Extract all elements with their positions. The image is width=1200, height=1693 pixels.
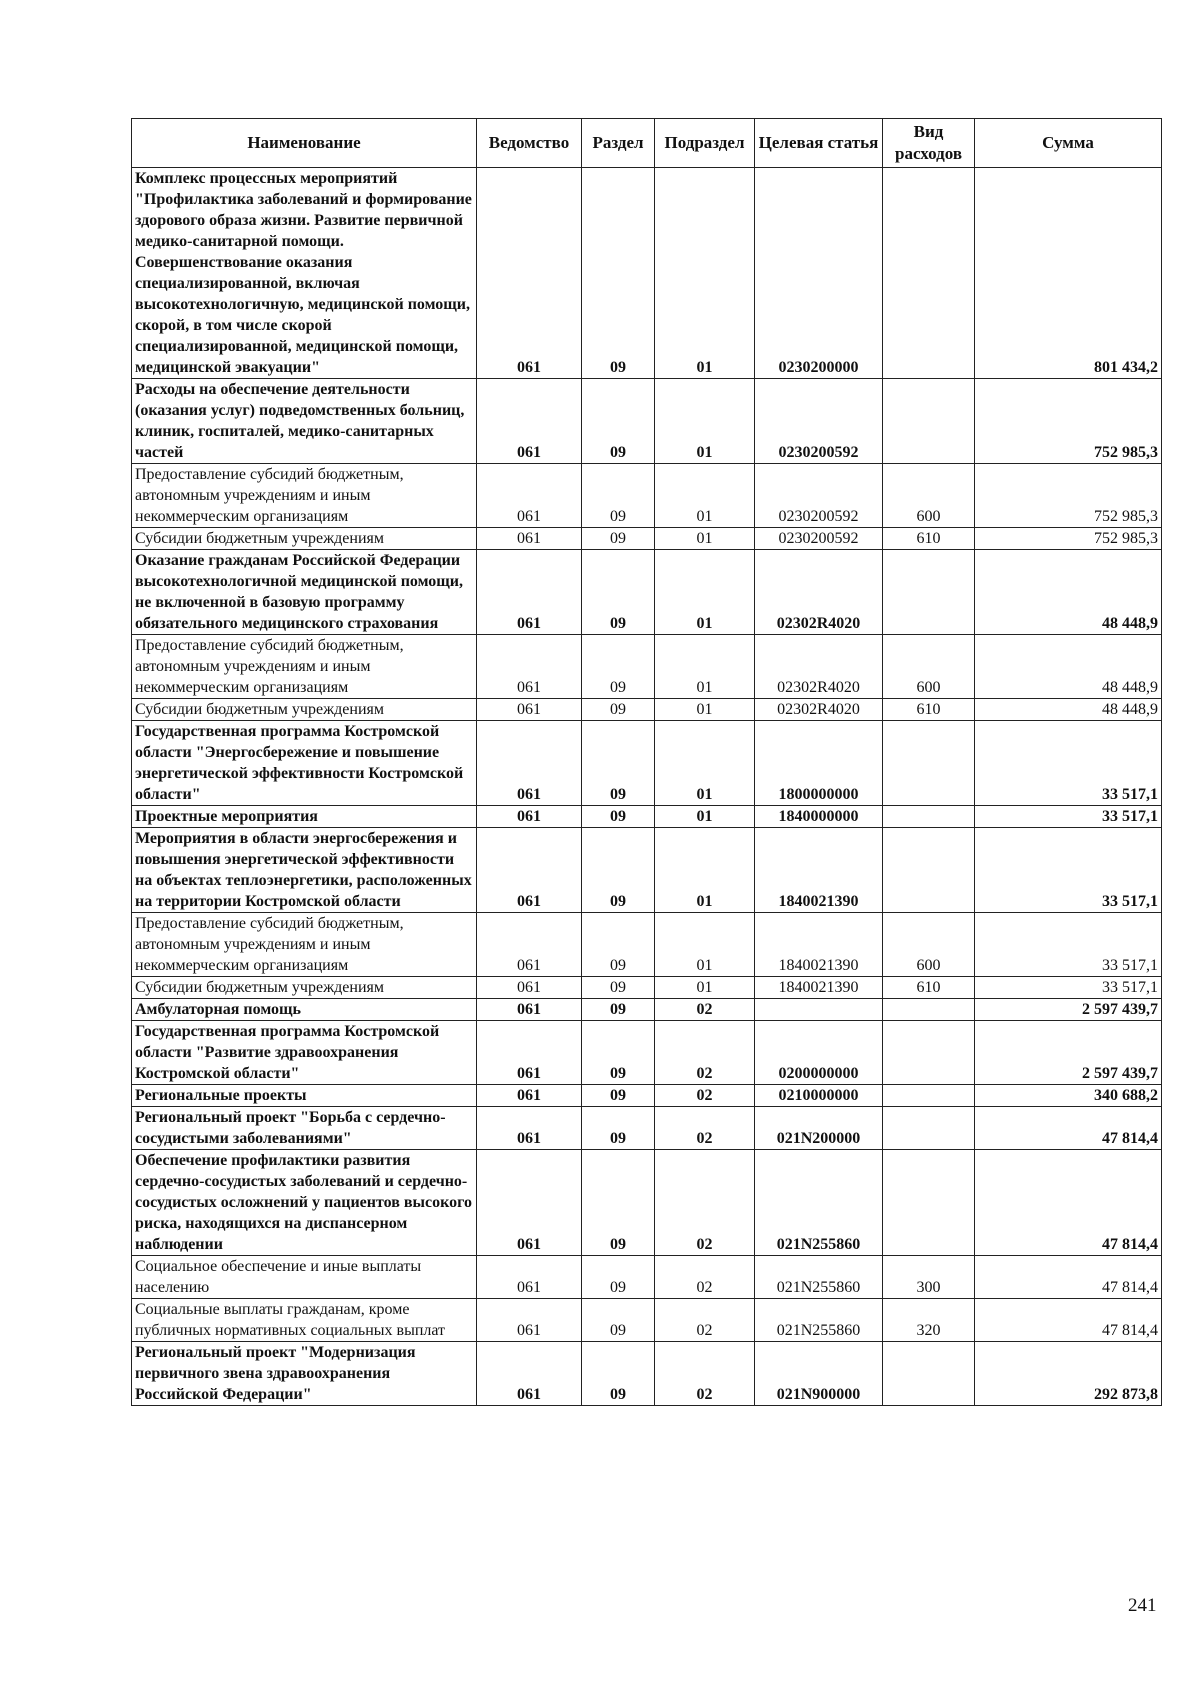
table-row [132,1150,1162,1256]
cell-expense-type [883,379,975,464]
header-expense-type: Вид расходов [883,119,975,168]
cell-expense-type: 600 [883,913,975,977]
cell-subsection: 02 [655,1107,755,1150]
table-row [132,379,1162,464]
cell-expense-type [883,806,975,828]
cell-expense-type [883,828,975,913]
cell-amount: 33 517,1 [975,977,1162,999]
cell-expense-type [883,1150,975,1256]
cell-name: Амбулаторная помощь [132,999,477,1021]
cell-amount: 47 814,4 [975,1150,1162,1256]
table-row [132,550,1162,635]
cell-department: 061 [477,1150,582,1256]
cell-subsection: 02 [655,1021,755,1085]
cell-expense-type [883,999,975,1021]
cell-amount: 340 688,2 [975,1085,1162,1107]
cell-department: 061 [477,806,582,828]
cell-name: Субсидии бюджетным учреждениям [132,528,477,550]
cell-department: 061 [477,635,582,699]
cell-name: Оказание гражданам Российской Федерации высокотехнологичной медицинской помощи, не включенной в базовую программу обязательного медицинского страхования [132,550,477,635]
cell-subsection: 02 [655,1256,755,1299]
cell-amount: 292 873,8 [975,1342,1162,1406]
cell-section: 09 [582,1085,655,1107]
cell-department: 061 [477,699,582,721]
cell-expense-type [883,1342,975,1406]
cell-department: 061 [477,1021,582,1085]
table-row [132,635,1162,699]
header-subsection: Подраздел [655,119,755,168]
cell-name: Государственная программа Костромской области "Развитие здравоохранения Костромской области" [132,1021,477,1085]
cell-target-article: 0230200592 [755,379,883,464]
cell-amount: 47 814,4 [975,1107,1162,1150]
cell-amount: 33 517,1 [975,828,1162,913]
cell-target-article [755,999,883,1021]
cell-name: Предоставление субсидий бюджетным, автономным учреждениям и иным некоммерческим организациям [132,913,477,977]
cell-expense-type: 600 [883,635,975,699]
cell-subsection: 01 [655,721,755,806]
cell-expense-type [883,550,975,635]
cell-name: Социальное обеспечение и иные выплаты населению [132,1256,477,1299]
cell-target-article: 02302R4020 [755,550,883,635]
table-row [132,1299,1162,1342]
cell-subsection: 01 [655,550,755,635]
cell-amount: 2 597 439,7 [975,999,1162,1021]
cell-target-article: 021N255860 [755,1150,883,1256]
cell-target-article: 021N200000 [755,1107,883,1150]
cell-subsection: 01 [655,528,755,550]
cell-amount: 33 517,1 [975,721,1162,806]
page-number: 241 [1128,1595,1157,1616]
cell-department: 061 [477,464,582,528]
cell-name: Комплекс процессных мероприятий "Профилактика заболеваний и формирование здорового образа жизни. Развитие первичной медико-санитарной помощи. Совершенствование оказания специализированной, включая высокотехнологичную, медицинской помощи, скорой, в том числе скорой специализированной, медицинской помощи, медицинской эвакуации" [132,168,477,379]
cell-department: 061 [477,913,582,977]
cell-section: 09 [582,528,655,550]
cell-expense-type: 610 [883,528,975,550]
table-row [132,977,1162,999]
table-row [132,806,1162,828]
cell-expense-type: 300 [883,1256,975,1299]
cell-amount: 752 985,3 [975,464,1162,528]
cell-amount: 47 814,4 [975,1256,1162,1299]
cell-name: Проектные мероприятия [132,806,477,828]
cell-subsection: 01 [655,464,755,528]
cell-expense-type: 610 [883,977,975,999]
cell-department: 061 [477,1342,582,1406]
cell-name: Расходы на обеспечение деятельности (оказания услуг) подведомственных больниц, клиник, госпиталей, медико-санитарных частей [132,379,477,464]
table-row [132,913,1162,977]
cell-subsection: 01 [655,913,755,977]
header-target-article: Целевая статья [755,119,883,168]
cell-name: Региональный проект "Модернизация первичного звена здравоохранения Российской Федерации" [132,1342,477,1406]
cell-subsection: 01 [655,806,755,828]
table-row [132,699,1162,721]
header-section: Раздел [582,119,655,168]
cell-department: 061 [477,1299,582,1342]
table-row [132,828,1162,913]
cell-target-article: 1840021390 [755,913,883,977]
cell-department: 061 [477,1107,582,1150]
cell-section: 09 [582,806,655,828]
cell-expense-type [883,168,975,379]
table-row [132,1342,1162,1406]
cell-amount: 48 448,9 [975,550,1162,635]
cell-section: 09 [582,913,655,977]
cell-name: Региональный проект "Борьба с сердечно-сосудистыми заболеваниями" [132,1107,477,1150]
cell-target-article: 02302R4020 [755,635,883,699]
cell-section: 09 [582,550,655,635]
cell-section: 09 [582,464,655,528]
header-department: Ведомство [477,119,582,168]
cell-subsection: 02 [655,1085,755,1107]
header-row [132,119,1162,168]
cell-target-article: 0230200000 [755,168,883,379]
cell-section: 09 [582,635,655,699]
header-name: Наименование [132,119,477,168]
cell-name: Мероприятия в области энергосбережения и повышения энергетической эффективности на объектах теплоэнергетики, расположенных на территории Костромской области [132,828,477,913]
cell-section: 09 [582,1342,655,1406]
cell-amount: 48 448,9 [975,699,1162,721]
cell-expense-type [883,721,975,806]
cell-expense-type [883,1021,975,1085]
table-body [132,168,1162,1406]
cell-target-article: 021N255860 [755,1256,883,1299]
cell-section: 09 [582,977,655,999]
cell-department: 061 [477,721,582,806]
cell-amount: 47 814,4 [975,1299,1162,1342]
cell-amount: 48 448,9 [975,635,1162,699]
cell-section: 09 [582,999,655,1021]
cell-section: 09 [582,828,655,913]
cell-name: Региональные проекты [132,1085,477,1107]
table-row [132,1085,1162,1107]
table-row [132,528,1162,550]
cell-subsection: 01 [655,699,755,721]
cell-name: Субсидии бюджетным учреждениям [132,977,477,999]
cell-amount: 2 597 439,7 [975,1021,1162,1085]
cell-subsection: 01 [655,379,755,464]
table-row [132,721,1162,806]
cell-expense-type: 320 [883,1299,975,1342]
cell-subsection: 02 [655,1299,755,1342]
cell-target-article: 1840021390 [755,977,883,999]
cell-target-article: 0230200592 [755,464,883,528]
cell-subsection: 01 [655,168,755,379]
table-row [132,168,1162,379]
cell-subsection: 01 [655,977,755,999]
cell-target-article: 021N900000 [755,1342,883,1406]
cell-section: 09 [582,168,655,379]
cell-department: 061 [477,528,582,550]
cell-name: Обеспечение профилактики развития сердечно-сосудистых заболеваний и сердечно-сосудистых осложнений у пациентов высокого риска, находящихся на диспансерном наблюдении [132,1150,477,1256]
cell-amount: 33 517,1 [975,913,1162,977]
cell-section: 09 [582,1021,655,1085]
cell-section: 09 [582,1107,655,1150]
cell-department: 061 [477,550,582,635]
cell-name: Предоставление субсидий бюджетным, автономным учреждениям и иным некоммерческим организациям [132,464,477,528]
cell-target-article: 0200000000 [755,1021,883,1085]
cell-section: 09 [582,1150,655,1256]
cell-amount: 801 434,2 [975,168,1162,379]
cell-subsection: 01 [655,828,755,913]
cell-department: 061 [477,1256,582,1299]
cell-target-article: 02302R4020 [755,699,883,721]
table-row [132,1107,1162,1150]
cell-name: Государственная программа Костромской области "Энергосбережение и повышение энергетической эффективности Костромской области" [132,721,477,806]
cell-subsection: 02 [655,999,755,1021]
cell-section: 09 [582,721,655,806]
cell-department: 061 [477,977,582,999]
cell-target-article: 1800000000 [755,721,883,806]
cell-expense-type: 610 [883,699,975,721]
cell-department: 061 [477,168,582,379]
table-row [132,1256,1162,1299]
cell-section: 09 [582,1299,655,1342]
cell-target-article: 1840000000 [755,806,883,828]
cell-section: 09 [582,1256,655,1299]
cell-subsection: 01 [655,635,755,699]
cell-target-article: 1840021390 [755,828,883,913]
cell-amount: 33 517,1 [975,806,1162,828]
budget-table [131,118,1162,1406]
cell-amount: 752 985,3 [975,528,1162,550]
table-row [132,999,1162,1021]
table-row [132,1021,1162,1085]
cell-department: 061 [477,379,582,464]
cell-department: 061 [477,999,582,1021]
cell-department: 061 [477,828,582,913]
cell-section: 09 [582,699,655,721]
cell-section: 09 [582,379,655,464]
cell-name: Социальные выплаты гражданам, кроме публичных нормативных социальных выплат [132,1299,477,1342]
cell-target-article: 021N255860 [755,1299,883,1342]
cell-subsection: 02 [655,1342,755,1406]
cell-expense-type [883,1107,975,1150]
cell-name: Предоставление субсидий бюджетным, автономным учреждениям и иным некоммерческим организациям [132,635,477,699]
table-row [132,464,1162,528]
cell-department: 061 [477,1085,582,1107]
cell-target-article: 0210000000 [755,1085,883,1107]
cell-expense-type [883,1085,975,1107]
cell-subsection: 02 [655,1150,755,1256]
cell-target-article: 0230200592 [755,528,883,550]
cell-expense-type: 600 [883,464,975,528]
cell-amount: 752 985,3 [975,379,1162,464]
header-amount: Сумма [975,119,1162,168]
cell-name: Субсидии бюджетным учреждениям [132,699,477,721]
